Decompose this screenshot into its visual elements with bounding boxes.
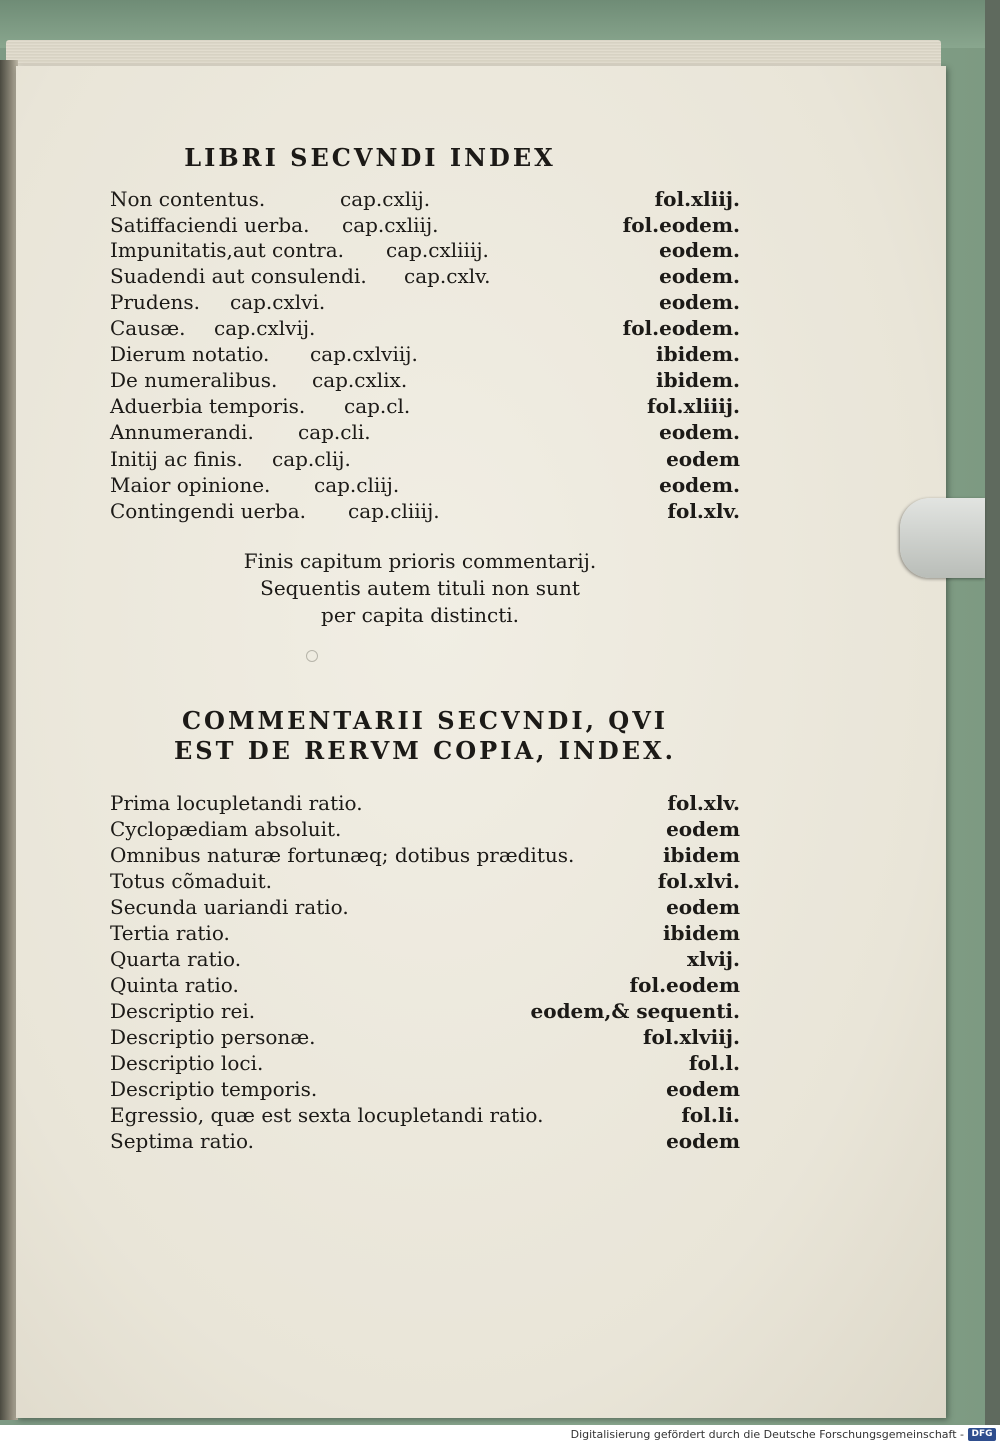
index-entry <box>110 393 740 419</box>
entry-folio: fol.xlv. <box>667 499 740 523</box>
entry-folio: eodem <box>666 817 740 841</box>
index-heading-libri: LIBRI SECVNDI INDEX <box>184 143 556 172</box>
entry-folio: eodem <box>666 447 740 471</box>
entry-folio: eodem <box>666 1129 740 1153</box>
entry-folio: fol.eodem. <box>622 213 740 237</box>
dfg-logo: DFG <box>968 1428 996 1441</box>
entry-label: Prima locupletandi ratio. <box>110 791 363 815</box>
entry-folio: fol.xlviij. <box>642 1025 740 1049</box>
entry-label: Causæ. <box>110 316 186 340</box>
entry-label: Cyclopædiam absoluit. <box>110 817 342 841</box>
index-entry <box>110 289 740 315</box>
index-entry <box>110 842 740 868</box>
entry-label: Descriptio rei. <box>110 999 256 1023</box>
heading-line: EST DE RERVM COPIA, INDEX. <box>173 736 677 765</box>
entry-folio: eodem. <box>659 473 740 497</box>
finis-line: Sequentis autem tituli non sunt <box>260 576 580 600</box>
index-entry <box>110 446 740 472</box>
footer-credit: Digitalisierung gefördert durch die Deutsche Forschungsgemeinschaft - <box>570 1428 964 1441</box>
index-entry <box>110 498 740 524</box>
entry-label: Impunitatis,aut contra. <box>110 238 345 262</box>
entry-folio: fol.xlv. <box>667 791 740 815</box>
digitization-footer <box>0 1425 1000 1445</box>
entry-label: Descriptio temporis. <box>110 1077 318 1101</box>
index-entry <box>110 790 740 816</box>
index-entry <box>110 920 740 946</box>
entry-folio: eodem. <box>659 290 740 314</box>
entry-chapter: cap.cxlviij. <box>310 342 418 366</box>
finis-line: Finis capitum prioris commentarij. <box>243 549 597 573</box>
entry-folio: eodem. <box>659 264 740 288</box>
entry-label: De numeralibus. <box>110 368 278 392</box>
entry-label: Tertia ratio. <box>110 921 230 945</box>
entry-folio: eodem <box>666 1077 740 1101</box>
index-entry <box>110 367 740 393</box>
index-entry <box>110 1024 740 1050</box>
index-entry <box>110 341 740 367</box>
page-clip <box>900 498 985 578</box>
index-entry <box>110 1102 740 1128</box>
entry-label: Contingendi uerba. <box>110 499 306 523</box>
entry-chapter: cap.cli. <box>298 420 371 444</box>
entry-folio: fol.l. <box>688 1051 740 1075</box>
finis-line: per capita distincti. <box>321 603 519 627</box>
entry-label: Quarta ratio. <box>110 947 242 971</box>
entry-label: Non contentus. <box>110 187 266 211</box>
entry-chapter: cap.cxlv. <box>404 264 491 288</box>
entry-label: Omnibus naturæ fortunæq; dotibus præditus. <box>110 843 575 867</box>
entry-label: Totus cõmaduit. <box>110 869 272 893</box>
entry-folio: eodem. <box>659 420 740 444</box>
index-entry <box>110 946 740 972</box>
index-heading-commentarii <box>110 706 740 766</box>
entry-chapter: cap.cxlvi. <box>230 290 326 314</box>
entry-folio: ibidem. <box>655 368 740 392</box>
entry-label: Descriptio personæ. <box>110 1025 316 1049</box>
paper-hole <box>306 650 318 662</box>
entry-label: Secunda uariandi ratio. <box>110 895 349 919</box>
entry-folio: xlvij. <box>687 947 740 971</box>
index-entry <box>110 212 740 238</box>
entry-chapter: cap.cliiij. <box>348 499 440 523</box>
index-entry <box>110 237 740 263</box>
index-entry <box>110 315 740 341</box>
index-entry <box>110 1076 740 1102</box>
entry-folio: ibidem <box>662 843 740 867</box>
index-entry <box>110 419 740 445</box>
entry-label: Prudens. <box>110 290 201 314</box>
finis-note <box>200 548 640 629</box>
entry-label: Dierum notatio. <box>110 342 270 366</box>
entry-label: Septima ratio. <box>110 1129 254 1153</box>
index-entry <box>110 186 740 212</box>
entry-folio: fol.li. <box>681 1103 740 1127</box>
entry-chapter: cap.cxlij. <box>340 187 431 211</box>
entry-folio: eodem. <box>659 238 740 262</box>
entry-label: Annumerandi. <box>110 420 254 444</box>
entry-chapter: cap.cliij. <box>314 473 400 497</box>
entry-folio: ibidem. <box>655 342 740 366</box>
entry-chapter: cap.cl. <box>344 394 411 418</box>
entry-folio: fol.xliiij. <box>646 394 740 418</box>
entry-folio: fol.eodem <box>629 973 740 997</box>
entry-chapter: cap.cxlvij. <box>214 316 316 340</box>
index-entry <box>110 1128 740 1154</box>
entry-chapter: cap.cxliiij. <box>386 238 489 262</box>
heading-line: COMMENTARII SECVNDI, QVI <box>181 706 669 735</box>
entry-folio: eodem <box>666 895 740 919</box>
entry-chapter: cap.clij. <box>272 447 351 471</box>
entry-label: Satiffaciendi uerba. <box>110 213 310 237</box>
entry-label: Suadendi aut consulendi. <box>110 264 367 288</box>
entry-label: Initij ac finis. <box>110 447 243 471</box>
index-entry <box>110 972 740 998</box>
entry-label: Maior opinione. <box>110 473 271 497</box>
index-entry <box>110 263 740 289</box>
entry-folio: fol.eodem. <box>622 316 740 340</box>
index-entry <box>110 1050 740 1076</box>
entry-label: Egressio, quæ est sexta locupletandi ratio. <box>110 1103 544 1127</box>
index-entry <box>110 816 740 842</box>
index-entry <box>110 472 740 498</box>
entry-folio: ibidem <box>662 921 740 945</box>
entry-label: Quinta ratio. <box>110 973 239 997</box>
entry-folio: fol.xlvi. <box>657 869 740 893</box>
entry-label: Descriptio loci. <box>110 1051 264 1075</box>
index-entry <box>110 998 740 1024</box>
index-entry <box>110 868 740 894</box>
entry-folio: fol.xliij. <box>654 187 740 211</box>
entry-chapter: cap.cxliij. <box>342 213 439 237</box>
entry-folio: eodem,& sequenti. <box>530 999 740 1023</box>
index-entry <box>110 894 740 920</box>
entry-label: Aduerbia temporis. <box>110 394 306 418</box>
entry-chapter: cap.cxlix. <box>312 368 408 392</box>
